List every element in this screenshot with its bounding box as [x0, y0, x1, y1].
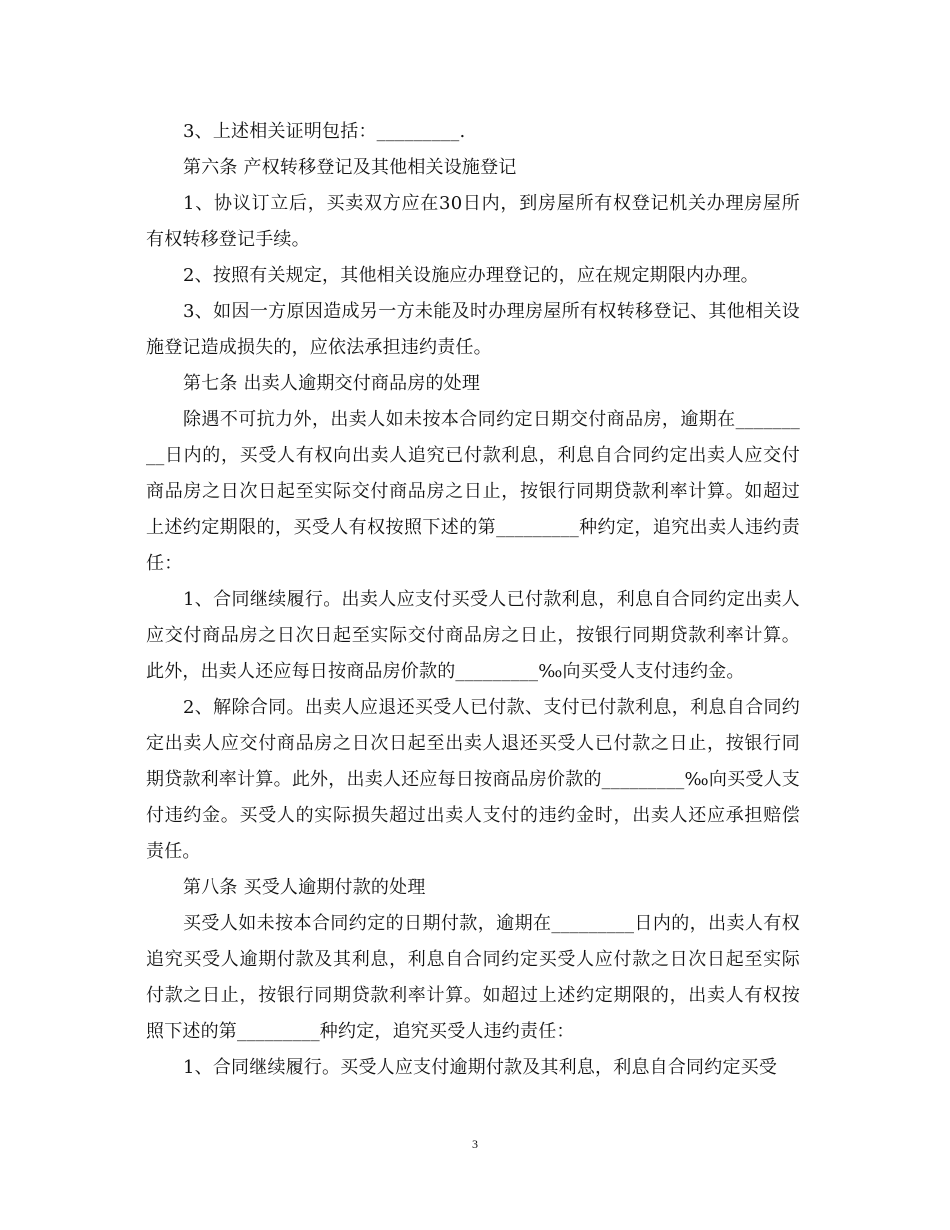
heading-article-8: 第八条 买受人逾期付款的处理	[183, 877, 426, 898]
paragraph-proof-list: 3、上述相关证明包括：_________.	[183, 121, 466, 142]
paragraph-delivery-continue: 1、合同继续履行。出卖人应支付买受人已付款利息，利息自合同约定出卖人应交付商品房之日次日起至实际交付商品房之日止，按银行同期贷款利率计算。此外，出卖人还应每日按商品房价款的_________‰向买受人支付违约金。	[146, 589, 800, 682]
document-body	[146, 114, 800, 1086]
page-number: 3	[472, 1137, 478, 1151]
paragraph-registration-liability: 3、如因一方原因造成另一方未能及时办理房屋所有权转移登记、其他相关设施登记造成损失的，应依法承担违约责任。	[146, 301, 800, 358]
paragraph-registration-deadline: 1、协议订立后，买卖双方应在30日内，到房屋所有权登记机关办理房屋所有权转移登记手续。	[146, 193, 800, 250]
paragraph-late-payment: 买受人如未按本合同约定的日期付款，逾期在_________日内的，出卖人有权追究买受人逾期付款及其利息，利息自合同约定买受人应付款之日次日起至实际付款之日止，按银行同期贷款利率计算。如超过上述约定期限的，出卖人有权按照下述的第_________种约定，追究买受人违约责任：	[146, 913, 800, 1042]
paragraph-facility-registration: 2、按照有关规定，其他相关设施应办理登记的，应在规定期限内办理。	[183, 265, 759, 286]
paragraph-delivery-terminate: 2、解除合同。出卖人应退还买受人已付款、支付已付款利息，利息自合同约定出卖人应交付商品房之日次日起至出卖人退还买受人已付款之日止，按银行同期贷款利率计算。此外，出卖人还应每日按商品房价款的_________‰向买受人支付违约金。买受人的实际损失超过出卖人支付的违约金时，出卖人还应承担赔偿责任。	[146, 697, 800, 862]
paragraph-payment-continue: 1、合同继续履行。买受人应支付逾期付款及其利息，利息自合同约定买受	[183, 1057, 778, 1078]
heading-article-7: 第七条 出卖人逾期交付商品房的处理	[183, 373, 481, 394]
paragraph-late-delivery: 除遇不可抗力外，出卖人如未按本合同约定日期交付商品房，逾期在_________日内的，买受人有权向出卖人追究已付款利息，利息自合同约定出卖人应交付商品房之日次日起至实际交付商品房之日止，按银行同期贷款利率计算。如超过上述约定期限的，买受人有权按照下述的第_________种约定，追究出卖人违约责任：	[146, 409, 800, 574]
heading-article-6: 第六条 产权转移登记及其他相关设施登记	[183, 157, 517, 178]
